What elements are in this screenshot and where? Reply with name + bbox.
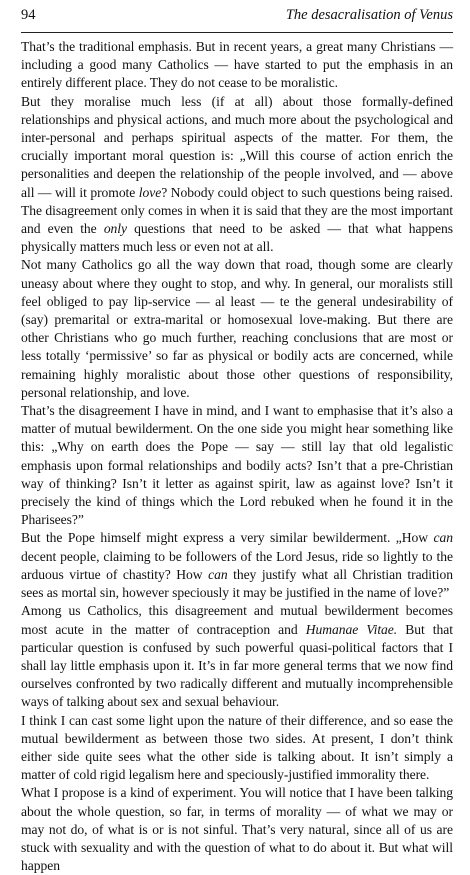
paragraph [21, 712, 453, 785]
emphasis-love: love [138, 184, 162, 200]
paragraph [21, 784, 453, 875]
paragraph-text: ? Nobody could object to such questions being raised. The disagreement only comes in when it is said that they are the most important and even the [21, 184, 453, 237]
paragraph-text: I think I can cast some light upon the nature of their difference, and so ease the mutual bewilderment as between those two sides. At present, I don’t think either side quite sees what the other side is talking about. It isn’t simply a matter of cold rigid legalism here and speciously-justified immorality there. [21, 712, 453, 783]
paragraph [21, 402, 453, 529]
paragraph [21, 602, 453, 711]
paragraph-text: But they moralise much less (if at all) about those formally-defined relationships and physical actions, and much more about the psychological and inter-personal and perhaps spiritual aspects of the matter. For them, the crucially important moral question is: „Will this course of action enrich the personalities and deepen the relationship of the people involved, and — above all — will it promote [21, 93, 453, 200]
page-number: 94 [21, 7, 36, 23]
paragraph-text: Among us Catholics, this disagreement and mutual bewilderment becomes most acute in the matter of contraception and [21, 603, 453, 637]
paragraph-text: they justify what all Christian tradition sees as mortal sin, however speciously it may be justified in the name of love?” [21, 566, 453, 601]
header-rule [21, 32, 453, 33]
emphasis-only: only [103, 221, 128, 237]
emphasis-humanae-vitae: Humanae Vitae. [305, 621, 398, 637]
paragraph [21, 256, 453, 402]
paragraph-text: decent people, claiming to be followers of the Lord Jesus, ride so lightly to the arduous virtue of chastity? How [21, 548, 453, 582]
paragraph [21, 38, 453, 93]
emphasis-can: can [433, 530, 453, 546]
paragraph-text: That’s the traditional emphasis. But in recent years, a great many Christians — including a good many Catholics — have started to put the emphasis in an entirely different place. They do not cease to be moralistic. [21, 39, 453, 91]
paragraph-text: But the Pope himself might express a very similar bewilderment. „How [21, 530, 434, 546]
paragraph-text: questions that need to be asked — that what happens physically matters much less or even not at all. [21, 221, 453, 255]
paragraph [21, 93, 453, 257]
running-header [21, 7, 453, 31]
running-title: The desacralisation of Venus [285, 7, 453, 23]
emphasis-can: can [208, 566, 228, 582]
paragraph-text: What I propose is a kind of experiment. You will notice that I have been talking about the whole question, so far, in terms of morality — of what we may or may not do, of what is or is not sinful. That’s very natural, since all of us are stuck with sexuality and with the question of what to do about it. But what will happen [21, 785, 453, 874]
body-text [21, 38, 453, 875]
paragraph-text: But that particular question is confused by such powerful quasi-political factors that I shall lay little emphasis upon it. It’s in far more general terms that we now find ourselves confronted by two radically different and mutually incomprehensible ways of talking about sex and sexual behaviour. [21, 621, 453, 710]
paragraph [21, 529, 453, 602]
paragraph-text: That’s the disagreement I have in mind, and I want to emphasise that it’s also a matter of mutual bewilderment. On the one side you might hear something like this: „Why on earth does the Pope — say — still lay that old legalistic emphasis upon formal relationships and bodily acts? Isn’t that a pre-Christian way of thinking? Isn’t it letter as against spirit, law as against love? Isn’t it precisely the kind of things which the Lord rebuked when he found it in the Pharisees?” [21, 403, 453, 528]
paragraph-text: Not many Catholics go all the way down that road, though some are clearly uneasy about where they ought to stop, and why. In general, our moralists still feel obliged to pay lip-service — al least — te the general undesirability of (say) premarital or extra-marital or homosexual love-making. But there are other Christians who go much further, reaching conclusions that are most or less totally ‘permissive’ so far as physical or bodily acts are concerned, while remaining highly moralistic about those other questions of responsibility, personal relationship, and love. [21, 257, 453, 400]
